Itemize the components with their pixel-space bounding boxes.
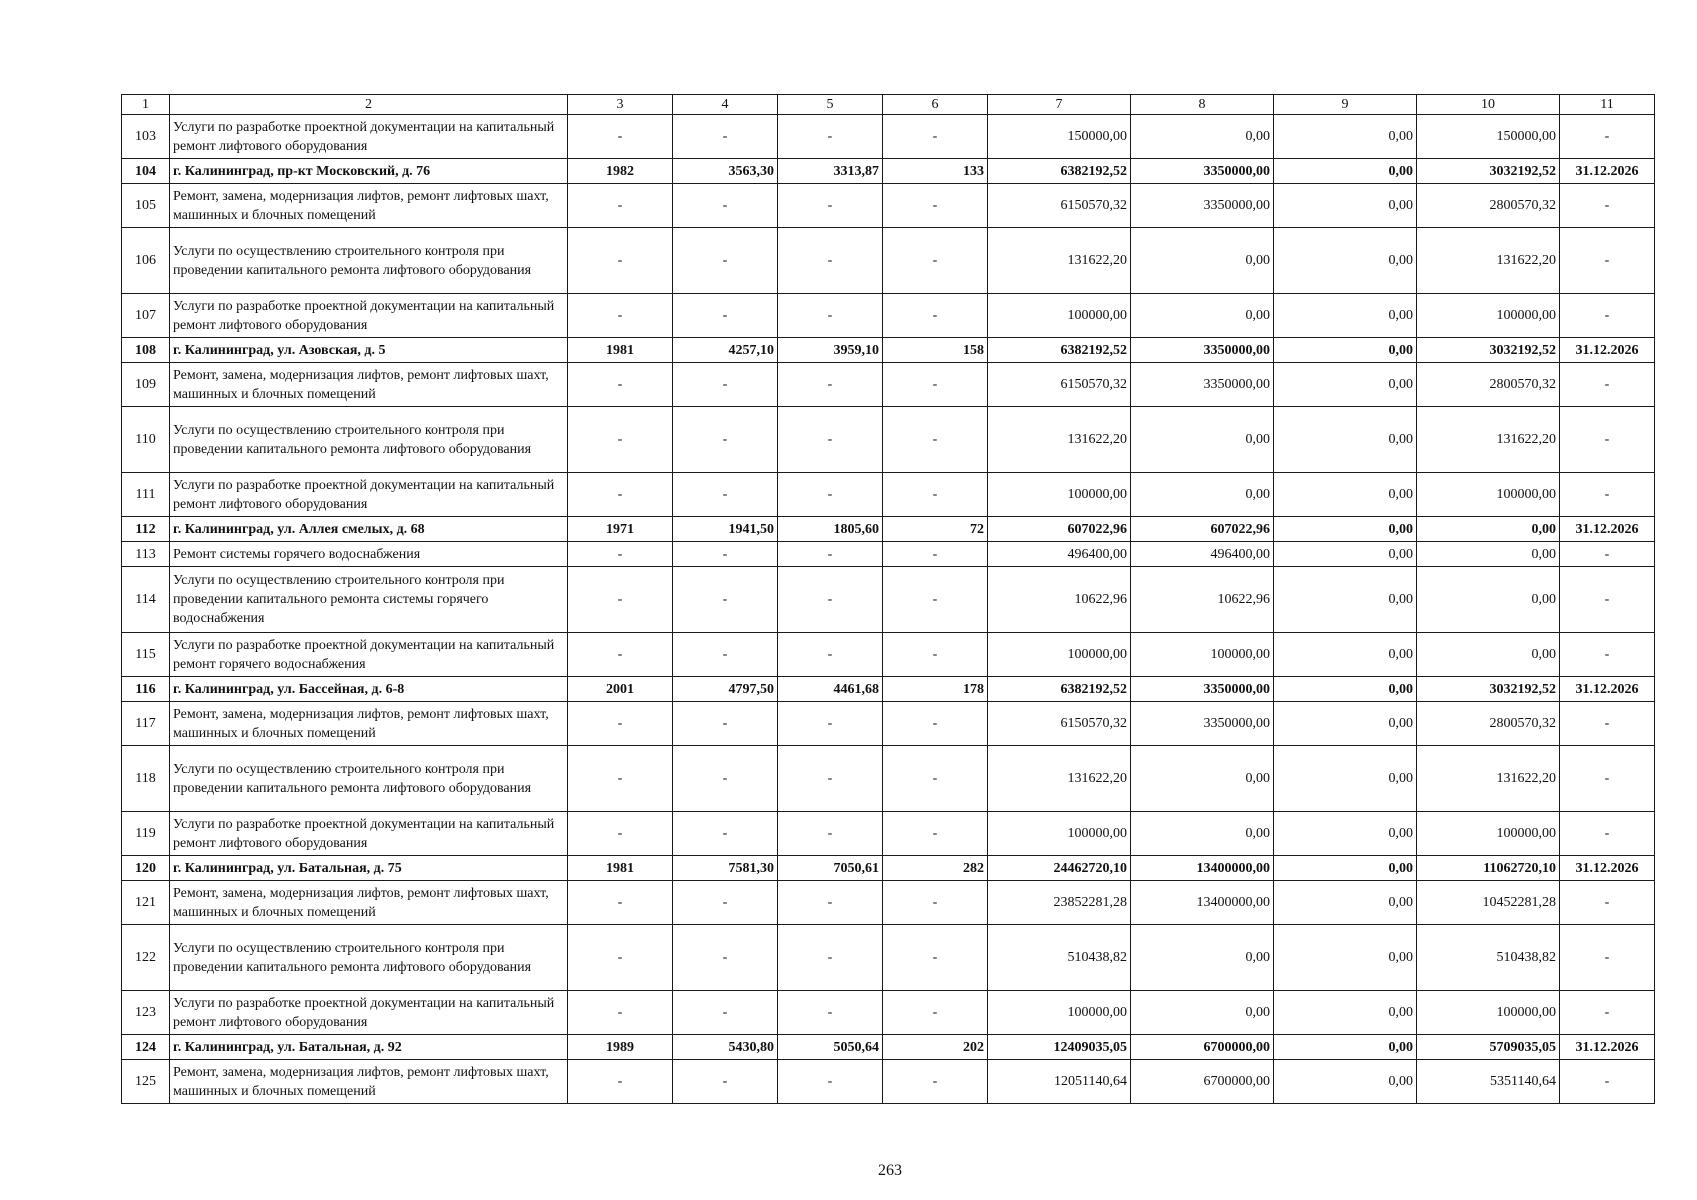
table-cell-col-4: - <box>673 812 778 856</box>
table-cell-col-7: 607022,96 <box>988 517 1131 542</box>
table-cell-col-2: Ремонт, замена, модернизация лифтов, ремонт лифтовых шахт, машинных и блочных помещений <box>170 363 568 407</box>
table-cell-col-11: 31.12.2026 <box>1560 1035 1655 1060</box>
table-cell-col-2: Ремонт, замена, модернизация лифтов, ремонт лифтовых шахт, машинных и блочных помещений <box>170 881 568 925</box>
work-item-row <box>122 363 1655 407</box>
table-cell-col-10: 11062720,10 <box>1417 856 1560 881</box>
table-cell-col-8: 0,00 <box>1131 991 1274 1035</box>
table-cell-col-8: 0,00 <box>1131 407 1274 473</box>
table-cell-col-3: - <box>568 1060 673 1104</box>
table-cell-col-1: 103 <box>122 115 170 159</box>
table-cell-col-8: 3350000,00 <box>1131 184 1274 228</box>
table-cell-col-1: 121 <box>122 881 170 925</box>
table-cell-col-9: 0,00 <box>1274 567 1417 633</box>
table-cell-col-1: 115 <box>122 633 170 677</box>
table-cell-col-11: - <box>1560 407 1655 473</box>
table-cell-col-7: 24462720,10 <box>988 856 1131 881</box>
table-cell-col-6: 282 <box>883 856 988 881</box>
table-cell-col-10: 100000,00 <box>1417 991 1560 1035</box>
table-cell-col-3: - <box>568 363 673 407</box>
table-cell-col-7: 100000,00 <box>988 473 1131 517</box>
work-item-row <box>122 294 1655 338</box>
table-cell-col-7: 6150570,32 <box>988 702 1131 746</box>
table-cell-col-10: 100000,00 <box>1417 812 1560 856</box>
table-cell-col-4: - <box>673 228 778 294</box>
table-cell-col-7: 131622,20 <box>988 228 1131 294</box>
table-cell-col-10: 131622,20 <box>1417 228 1560 294</box>
table-cell-col-8: 6700000,00 <box>1131 1035 1274 1060</box>
table-cell-col-2: Услуги по осуществлению строительного контроля при проведении капитального ремонта лифтового оборудования <box>170 925 568 991</box>
work-item-row <box>122 184 1655 228</box>
table-cell-col-9: 0,00 <box>1274 407 1417 473</box>
table-cell-col-6: - <box>883 184 988 228</box>
table-cell-col-11: 31.12.2026 <box>1560 338 1655 363</box>
table-cell-col-2: Услуги по осуществлению строительного контроля при проведении капитального ремонта лифтового оборудования <box>170 407 568 473</box>
table-cell-col-2: Ремонт, замена, модернизация лифтов, ремонт лифтовых шахт, машинных и блочных помещений <box>170 184 568 228</box>
table-cell-col-6: - <box>883 925 988 991</box>
table-cell-col-9: 0,00 <box>1274 925 1417 991</box>
table-cell-col-5: - <box>778 567 883 633</box>
table-cell-col-3: - <box>568 925 673 991</box>
table-cell-col-8: 3350000,00 <box>1131 702 1274 746</box>
table-cell-col-3: 2001 <box>568 677 673 702</box>
column-header-5: 5 <box>778 95 883 115</box>
table-cell-col-7: 496400,00 <box>988 542 1131 567</box>
table-cell-col-10: 2800570,32 <box>1417 184 1560 228</box>
table-cell-col-11: - <box>1560 812 1655 856</box>
table-cell-col-8: 0,00 <box>1131 228 1274 294</box>
table-cell-col-8: 0,00 <box>1131 746 1274 812</box>
table-cell-col-11: - <box>1560 991 1655 1035</box>
table-cell-col-7: 6382192,52 <box>988 677 1131 702</box>
table-cell-col-1: 125 <box>122 1060 170 1104</box>
table-cell-col-3: 1971 <box>568 517 673 542</box>
table-cell-col-9: 0,00 <box>1274 702 1417 746</box>
column-header-6: 6 <box>883 95 988 115</box>
table-cell-col-5: - <box>778 1060 883 1104</box>
table-cell-col-3: 1989 <box>568 1035 673 1060</box>
works-table <box>121 94 1655 1104</box>
table-cell-col-6: 178 <box>883 677 988 702</box>
table-cell-col-10: 3032192,52 <box>1417 159 1560 184</box>
table-cell-col-11: - <box>1560 184 1655 228</box>
table-cell-col-2: Услуги по осуществлению строительного контроля при проведении капитального ремонта лифтового оборудования <box>170 746 568 812</box>
table-cell-col-9: 0,00 <box>1274 159 1417 184</box>
table-cell-col-10: 5351140,64 <box>1417 1060 1560 1104</box>
work-item-row <box>122 881 1655 925</box>
table-cell-col-4: 5430,80 <box>673 1035 778 1060</box>
work-item-row <box>122 542 1655 567</box>
table-cell-col-11: - <box>1560 881 1655 925</box>
table-cell-col-11: - <box>1560 228 1655 294</box>
table-cell-col-5: - <box>778 407 883 473</box>
table-cell-col-5: 7050,61 <box>778 856 883 881</box>
table-cell-col-5: - <box>778 746 883 812</box>
column-header-10: 10 <box>1417 95 1560 115</box>
table-cell-col-4: 4797,50 <box>673 677 778 702</box>
table-cell-col-9: 0,00 <box>1274 517 1417 542</box>
table-cell-col-7: 6382192,52 <box>988 159 1131 184</box>
column-header-4: 4 <box>673 95 778 115</box>
table-cell-col-5: 3959,10 <box>778 338 883 363</box>
table-cell-col-5: - <box>778 115 883 159</box>
table-cell-col-3: - <box>568 702 673 746</box>
table-cell-col-2: Ремонт, замена, модернизация лифтов, ремонт лифтовых шахт, машинных и блочных помещений <box>170 702 568 746</box>
table-cell-col-6: - <box>883 881 988 925</box>
table-cell-col-7: 100000,00 <box>988 294 1131 338</box>
table-cell-col-2: г. Калининград, ул. Азовская, д. 5 <box>170 338 568 363</box>
table-cell-col-1: 124 <box>122 1035 170 1060</box>
table-cell-col-5: - <box>778 925 883 991</box>
table-cell-col-4: - <box>673 115 778 159</box>
column-header-2: 2 <box>170 95 568 115</box>
table-cell-col-8: 0,00 <box>1131 294 1274 338</box>
table-cell-col-6: - <box>883 812 988 856</box>
table-cell-col-9: 0,00 <box>1274 363 1417 407</box>
table-cell-col-10: 131622,20 <box>1417 746 1560 812</box>
table-cell-col-7: 131622,20 <box>988 407 1131 473</box>
table-cell-col-10: 5709035,05 <box>1417 1035 1560 1060</box>
object-row <box>122 338 1655 363</box>
table-cell-col-10: 2800570,32 <box>1417 702 1560 746</box>
table-cell-col-10: 100000,00 <box>1417 294 1560 338</box>
table-cell-col-8: 13400000,00 <box>1131 881 1274 925</box>
table-cell-col-3: - <box>568 542 673 567</box>
table-cell-col-11: 31.12.2026 <box>1560 517 1655 542</box>
table-cell-col-7: 150000,00 <box>988 115 1131 159</box>
table-cell-col-6: - <box>883 407 988 473</box>
table-cell-col-5: - <box>778 184 883 228</box>
table-cell-col-8: 0,00 <box>1131 925 1274 991</box>
table-cell-col-3: - <box>568 991 673 1035</box>
table-cell-col-2: Услуги по разработке проектной документации на капитальный ремонт лифтового оборудования <box>170 991 568 1035</box>
table-cell-col-5: - <box>778 363 883 407</box>
table-cell-col-9: 0,00 <box>1274 294 1417 338</box>
table-cell-col-4: 1941,50 <box>673 517 778 542</box>
table-cell-col-11: - <box>1560 294 1655 338</box>
object-row <box>122 517 1655 542</box>
table-cell-col-7: 23852281,28 <box>988 881 1131 925</box>
table-cell-col-8: 3350000,00 <box>1131 159 1274 184</box>
table-cell-col-1: 109 <box>122 363 170 407</box>
table-cell-col-8: 496400,00 <box>1131 542 1274 567</box>
table-cell-col-1: 122 <box>122 925 170 991</box>
table-cell-col-3: - <box>568 184 673 228</box>
table-cell-col-4: - <box>673 702 778 746</box>
table-cell-col-6: 72 <box>883 517 988 542</box>
table-cell-col-5: - <box>778 812 883 856</box>
table-cell-col-1: 117 <box>122 702 170 746</box>
table-cell-col-1: 123 <box>122 991 170 1035</box>
table-cell-col-7: 12051140,64 <box>988 1060 1131 1104</box>
table-cell-col-11: - <box>1560 363 1655 407</box>
object-row <box>122 677 1655 702</box>
table-cell-col-3: - <box>568 294 673 338</box>
table-cell-col-8: 3350000,00 <box>1131 338 1274 363</box>
table-cell-col-1: 107 <box>122 294 170 338</box>
table-cell-col-11: - <box>1560 1060 1655 1104</box>
table-cell-col-2: г. Калининград, ул. Бассейная, д. 6-8 <box>170 677 568 702</box>
table-cell-col-4: - <box>673 407 778 473</box>
table-cell-col-1: 104 <box>122 159 170 184</box>
table-cell-col-4: - <box>673 925 778 991</box>
table-cell-col-3: - <box>568 407 673 473</box>
table-cell-col-6: - <box>883 542 988 567</box>
table-cell-col-6: - <box>883 991 988 1035</box>
work-item-row <box>122 991 1655 1035</box>
table-cell-col-6: - <box>883 633 988 677</box>
table-cell-col-4: 3563,30 <box>673 159 778 184</box>
table-cell-col-10: 131622,20 <box>1417 407 1560 473</box>
table-cell-col-6: - <box>883 115 988 159</box>
table-cell-col-1: 113 <box>122 542 170 567</box>
table-cell-col-5: - <box>778 633 883 677</box>
table-cell-col-4: - <box>673 567 778 633</box>
table-cell-col-5: 1805,60 <box>778 517 883 542</box>
table-body <box>122 115 1655 1104</box>
table-cell-col-2: г. Калининград, ул. Батальная, д. 75 <box>170 856 568 881</box>
table-cell-col-1: 114 <box>122 567 170 633</box>
table-cell-col-7: 6150570,32 <box>988 184 1131 228</box>
table-cell-col-10: 100000,00 <box>1417 473 1560 517</box>
table-cell-col-7: 10622,96 <box>988 567 1131 633</box>
table-cell-col-1: 105 <box>122 184 170 228</box>
table-cell-col-5: - <box>778 294 883 338</box>
table-cell-col-8: 0,00 <box>1131 812 1274 856</box>
table-cell-col-11: - <box>1560 633 1655 677</box>
work-item-row <box>122 812 1655 856</box>
table-cell-col-2: г. Калининград, ул. Батальная, д. 92 <box>170 1035 568 1060</box>
table-cell-col-10: 2800570,32 <box>1417 363 1560 407</box>
table-cell-col-5: 3313,87 <box>778 159 883 184</box>
table-cell-col-6: - <box>883 228 988 294</box>
table-cell-col-5: 5050,64 <box>778 1035 883 1060</box>
object-row <box>122 856 1655 881</box>
table-cell-col-2: Услуги по разработке проектной документации на капитальный ремонт лифтового оборудования <box>170 473 568 517</box>
table-cell-col-8: 3350000,00 <box>1131 677 1274 702</box>
table-cell-col-4: - <box>673 473 778 517</box>
work-item-row <box>122 407 1655 473</box>
table-cell-col-7: 131622,20 <box>988 746 1131 812</box>
table-cell-col-11: - <box>1560 542 1655 567</box>
object-row <box>122 159 1655 184</box>
table-cell-col-4: - <box>673 881 778 925</box>
table-cell-col-10: 0,00 <box>1417 517 1560 542</box>
table-cell-col-2: Ремонт системы горячего водоснабжения <box>170 542 568 567</box>
table-cell-col-3: 1982 <box>568 159 673 184</box>
table-cell-col-9: 0,00 <box>1274 633 1417 677</box>
column-header-1: 1 <box>122 95 170 115</box>
table-cell-col-1: 106 <box>122 228 170 294</box>
table-cell-col-8: 607022,96 <box>1131 517 1274 542</box>
table-cell-col-10: 510438,82 <box>1417 925 1560 991</box>
table-cell-col-1: 111 <box>122 473 170 517</box>
table-cell-col-1: 120 <box>122 856 170 881</box>
table-cell-col-9: 0,00 <box>1274 184 1417 228</box>
table-cell-col-2: г. Калининград, пр-кт Московский, д. 76 <box>170 159 568 184</box>
table-cell-col-9: 0,00 <box>1274 1035 1417 1060</box>
table-cell-col-6: - <box>883 294 988 338</box>
table-cell-col-9: 0,00 <box>1274 1060 1417 1104</box>
table-cell-col-2: Услуги по осуществлению строительного контроля при проведении капитального ремонта системы горячего водоснабжения <box>170 567 568 633</box>
table-cell-col-3: - <box>568 746 673 812</box>
work-item-row <box>122 746 1655 812</box>
table-cell-col-7: 12409035,05 <box>988 1035 1131 1060</box>
work-item-row <box>122 473 1655 517</box>
table-cell-col-5: - <box>778 702 883 746</box>
table-cell-col-1: 119 <box>122 812 170 856</box>
table-cell-col-3: - <box>568 812 673 856</box>
table-cell-col-5: 4461,68 <box>778 677 883 702</box>
table-cell-col-4: - <box>673 991 778 1035</box>
work-item-row <box>122 633 1655 677</box>
table-cell-col-6: - <box>883 363 988 407</box>
table-cell-col-1: 110 <box>122 407 170 473</box>
table-cell-col-7: 100000,00 <box>988 991 1131 1035</box>
table-cell-col-9: 0,00 <box>1274 115 1417 159</box>
table-cell-col-4: - <box>673 542 778 567</box>
table-cell-col-8: 6700000,00 <box>1131 1060 1274 1104</box>
table-cell-col-3: - <box>568 567 673 633</box>
table-cell-col-8: 13400000,00 <box>1131 856 1274 881</box>
table-cell-col-8: 100000,00 <box>1131 633 1274 677</box>
table-cell-col-4: 7581,30 <box>673 856 778 881</box>
table-cell-col-11: - <box>1560 473 1655 517</box>
work-item-row <box>122 228 1655 294</box>
table-cell-col-10: 0,00 <box>1417 542 1560 567</box>
table-cell-col-6: 202 <box>883 1035 988 1060</box>
table-cell-col-2: Услуги по разработке проектной документации на капитальный ремонт лифтового оборудования <box>170 294 568 338</box>
table-cell-col-9: 0,00 <box>1274 542 1417 567</box>
table-cell-col-5: - <box>778 991 883 1035</box>
table-cell-col-10: 10452281,28 <box>1417 881 1560 925</box>
column-header-9: 9 <box>1274 95 1417 115</box>
table-cell-col-2: Услуги по разработке проектной документации на капитальный ремонт горячего водоснабжения <box>170 633 568 677</box>
table-cell-col-4: - <box>673 1060 778 1104</box>
table-cell-col-5: - <box>778 881 883 925</box>
table-cell-col-1: 118 <box>122 746 170 812</box>
column-header-8: 8 <box>1131 95 1274 115</box>
table-cell-col-11: - <box>1560 702 1655 746</box>
table-cell-col-4: - <box>673 363 778 407</box>
table-cell-col-3: - <box>568 115 673 159</box>
table-cell-col-2: Услуги по разработке проектной документации на капитальный ремонт лифтового оборудования <box>170 812 568 856</box>
table-cell-col-9: 0,00 <box>1274 677 1417 702</box>
table-cell-col-11: - <box>1560 567 1655 633</box>
table-cell-col-6: 158 <box>883 338 988 363</box>
table-cell-col-1: 108 <box>122 338 170 363</box>
table-cell-col-9: 0,00 <box>1274 338 1417 363</box>
table-cell-col-7: 100000,00 <box>988 812 1131 856</box>
table-cell-col-5: - <box>778 542 883 567</box>
table-cell-col-2: Ремонт, замена, модернизация лифтов, ремонт лифтовых шахт, машинных и блочных помещений <box>170 1060 568 1104</box>
table-cell-col-10: 150000,00 <box>1417 115 1560 159</box>
column-header-3: 3 <box>568 95 673 115</box>
table-cell-col-6: 133 <box>883 159 988 184</box>
object-row <box>122 1035 1655 1060</box>
table-cell-col-8: 10622,96 <box>1131 567 1274 633</box>
table-cell-col-2: Услуги по разработке проектной документации на капитальный ремонт лифтового оборудования <box>170 115 568 159</box>
table-cell-col-4: - <box>673 184 778 228</box>
table-cell-col-11: - <box>1560 115 1655 159</box>
table-cell-col-8: 3350000,00 <box>1131 363 1274 407</box>
table-cell-col-9: 0,00 <box>1274 812 1417 856</box>
table-cell-col-5: - <box>778 228 883 294</box>
table-cell-col-6: - <box>883 567 988 633</box>
table-cell-col-11: 31.12.2026 <box>1560 856 1655 881</box>
table-cell-col-11: 31.12.2026 <box>1560 677 1655 702</box>
table-cell-col-9: 0,00 <box>1274 746 1417 812</box>
table-cell-col-4: - <box>673 746 778 812</box>
table-cell-col-6: - <box>883 746 988 812</box>
table-cell-col-2: Услуги по осуществлению строительного контроля при проведении капитального ремонта лифтового оборудования <box>170 228 568 294</box>
table-cell-col-7: 510438,82 <box>988 925 1131 991</box>
column-header-11: 11 <box>1560 95 1655 115</box>
work-item-row <box>122 567 1655 633</box>
column-header-7: 7 <box>988 95 1131 115</box>
table-cell-col-9: 0,00 <box>1274 856 1417 881</box>
table-cell-col-3: - <box>568 881 673 925</box>
table-cell-col-4: - <box>673 294 778 338</box>
table-cell-col-4: - <box>673 633 778 677</box>
table-cell-col-3: - <box>568 228 673 294</box>
work-item-row <box>122 925 1655 991</box>
page-number: 263 <box>878 1162 902 1179</box>
table-cell-col-3: 1981 <box>568 856 673 881</box>
table-cell-col-9: 0,00 <box>1274 991 1417 1035</box>
column-number-header-row <box>122 95 1655 115</box>
table-cell-col-1: 112 <box>122 517 170 542</box>
table-cell-col-9: 0,00 <box>1274 228 1417 294</box>
table-cell-col-2: г. Калининград, ул. Аллея смелых, д. 68 <box>170 517 568 542</box>
work-item-row <box>122 115 1655 159</box>
table-cell-col-11: - <box>1560 925 1655 991</box>
table-cell-col-10: 3032192,52 <box>1417 338 1560 363</box>
table-cell-col-7: 6150570,32 <box>988 363 1131 407</box>
table-cell-col-3: 1981 <box>568 338 673 363</box>
work-item-row <box>122 1060 1655 1104</box>
table-cell-col-4: 4257,10 <box>673 338 778 363</box>
table-cell-col-5: - <box>778 473 883 517</box>
table-cell-col-10: 3032192,52 <box>1417 677 1560 702</box>
table-cell-col-3: - <box>568 473 673 517</box>
work-item-row <box>122 702 1655 746</box>
table-cell-col-6: - <box>883 702 988 746</box>
table-cell-col-10: 0,00 <box>1417 567 1560 633</box>
table-cell-col-9: 0,00 <box>1274 473 1417 517</box>
table-cell-col-6: - <box>883 1060 988 1104</box>
table-cell-col-6: - <box>883 473 988 517</box>
table-cell-col-7: 6382192,52 <box>988 338 1131 363</box>
table-cell-col-3: - <box>568 633 673 677</box>
table-cell-col-9: 0,00 <box>1274 881 1417 925</box>
table-cell-col-1: 116 <box>122 677 170 702</box>
table-cell-col-7: 100000,00 <box>988 633 1131 677</box>
table-cell-col-11: - <box>1560 746 1655 812</box>
table-cell-col-11: 31.12.2026 <box>1560 159 1655 184</box>
table-cell-col-8: 0,00 <box>1131 115 1274 159</box>
table-cell-col-8: 0,00 <box>1131 473 1274 517</box>
table-cell-col-10: 0,00 <box>1417 633 1560 677</box>
